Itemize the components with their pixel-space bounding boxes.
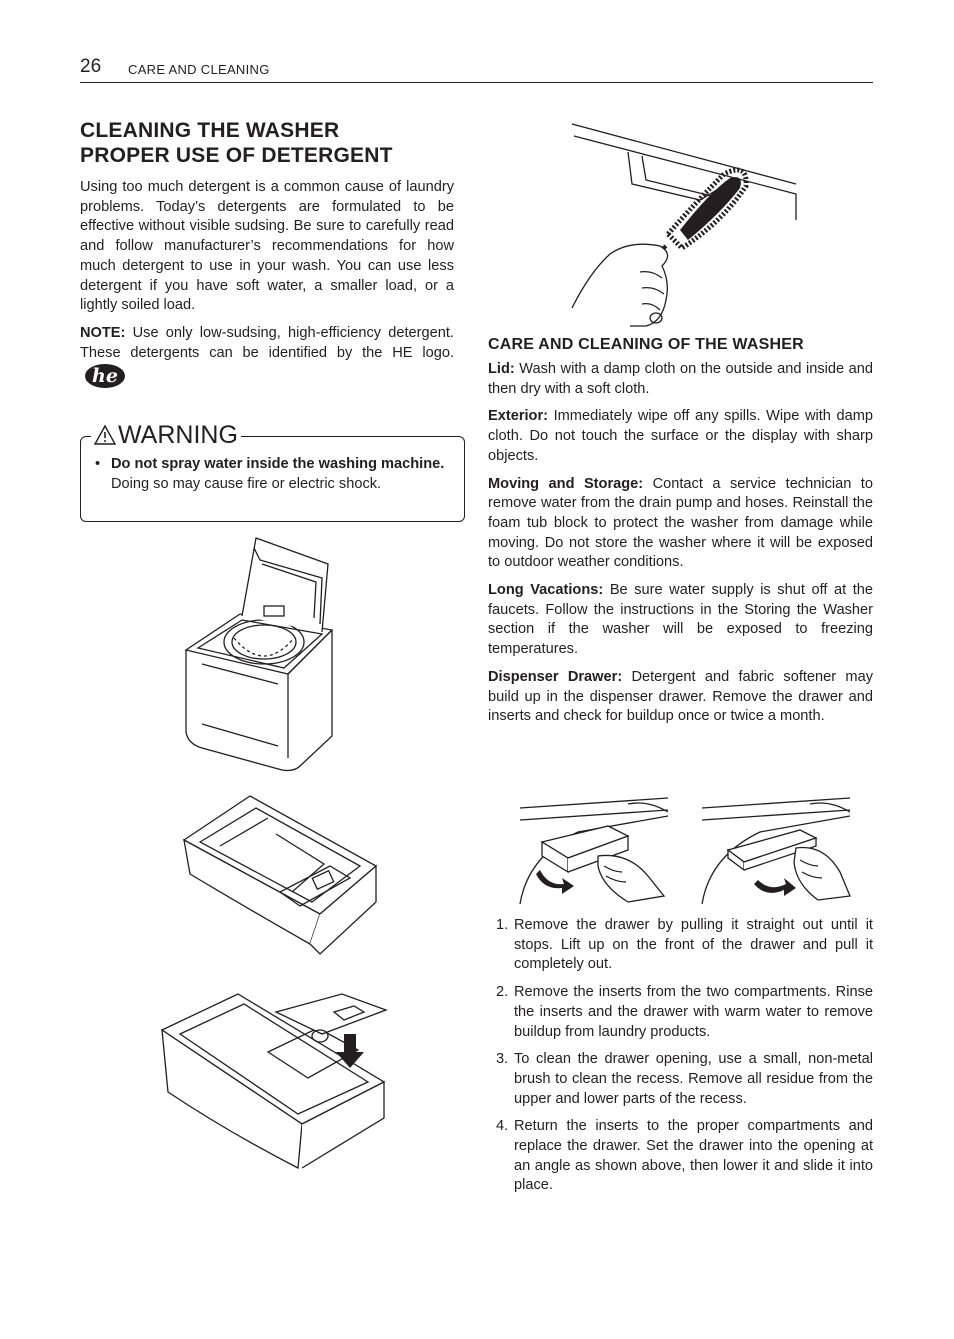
warning-title <box>91 421 241 449</box>
step-2 <box>496 983 873 1042</box>
warning-text <box>95 455 445 494</box>
warning-box <box>80 421 465 522</box>
title-line-1: CLEANING THE WASHER <box>80 119 340 142</box>
cleaning-steps-list <box>496 916 873 1204</box>
svg-text:he: he <box>92 365 118 388</box>
warning-body-text: Doing so may cause fire or electric shock. <box>111 475 382 492</box>
vacations-paragraph <box>488 581 873 660</box>
dispenser-paragraph <box>488 668 873 727</box>
right-column <box>488 336 873 735</box>
left-column <box>80 118 454 404</box>
dispenser-label: Dispenser Drawer: <box>488 668 623 685</box>
page-number: 26 <box>80 56 102 77</box>
exterior-paragraph <box>488 407 873 466</box>
note-label: NOTE: <box>80 324 126 341</box>
step-text: Remove the drawer by pulling it straight out until it stops. Lift up on the front of the drawer and pull it completely out. <box>514 917 873 973</box>
intro-paragraph: Using too much detergent is a common cause of laundry problems. Today’s detergents are formulated to be effective without visible sudsing. Be sure to carefully read and follow manufacturer’s recommendations for how much detergent to use in your wash. You can use less detergent if you have soft water, a smaller load, or a lightly soiled load. <box>80 179 454 314</box>
lid-label: Lid: <box>488 361 515 377</box>
vacations-text: Be sure water supply is shut off at the faucets. Follow the instructions in the Storing the Washer section if the washer will be exposed to freezing temperatures. <box>488 582 874 658</box>
step-text: Remove the inserts from the two compartments. Rinse the inserts and the drawer with warm water to remove buildup from laundry products. <box>514 984 873 1040</box>
drawer-removal-illustration-2 <box>700 796 852 906</box>
page-title <box>80 118 454 168</box>
exterior-text: Immediately wipe off any spills. Wipe with damp cloth. Do not touch the surface or the display with sharp objects. <box>488 408 873 464</box>
warning-label: WARNING <box>118 421 238 449</box>
step-number: 3. <box>496 1051 509 1068</box>
drawer-removal-illustration-1 <box>518 796 670 906</box>
step-4 <box>496 1117 873 1196</box>
he-logo-icon <box>84 363 126 396</box>
washer-illustration <box>182 534 342 774</box>
step-text: To clean the drawer opening, use a small, non-metal brush to clean the recess. Remove all residue from the upper and lower parts of the recess. <box>514 1051 873 1107</box>
warning-bold-text: Do not spray water inside the washing machine. <box>111 456 445 472</box>
brush-cleaning-illustration <box>570 122 800 328</box>
lid-paragraph <box>488 360 873 399</box>
step-number: 4. <box>496 1118 509 1135</box>
warning-triangle-icon <box>94 425 116 445</box>
title-line-2: PROPER USE OF DETERGENT <box>80 144 393 167</box>
step-1 <box>496 916 873 975</box>
dispenser-drawer-illustration <box>180 794 380 964</box>
note-text: Use only low-sudsing, high-efficiency detergent. These detergents can be identified by the HE logo. <box>80 324 454 361</box>
care-subhead: CARE AND CLEANING OF THE WASHER <box>488 336 804 353</box>
moving-text: Contact a service technician to remove water from the drain pump and hoses. Reinstall the foam tub block to protect the washer from damage while moving. Do not store the washer where it will be exposed to outdoor weather conditions. <box>488 475 873 571</box>
moving-paragraph <box>488 475 873 574</box>
exterior-label: Exterior: <box>488 408 549 425</box>
step-text: Return the inserts to the proper compartments and replace the drawer. Set the drawer into the opening at an angle as shown above, then lower it and slide it into place. <box>514 1118 873 1194</box>
dispenser-text: Detergent and fabric softener may build up in the dispenser drawer. Remove the drawer and inserts and check for buildup once or twice a month. <box>488 668 873 725</box>
note-paragraph <box>80 324 454 396</box>
moving-label: Moving and Storage: <box>488 475 644 492</box>
page-header <box>80 56 873 83</box>
lid-text: Wash with a damp cloth on the outside and inside and then dry with a soft cloth. <box>488 361 873 397</box>
step-3 <box>496 1050 873 1109</box>
step-number: 2. <box>496 984 509 1001</box>
vacations-label: Long Vacations: <box>488 582 604 599</box>
section-label: CARE AND CLEANING <box>128 62 270 77</box>
warning-bullet: • <box>95 456 101 472</box>
step-number: 1. <box>496 917 509 933</box>
drawer-insert-illustration <box>158 992 388 1172</box>
